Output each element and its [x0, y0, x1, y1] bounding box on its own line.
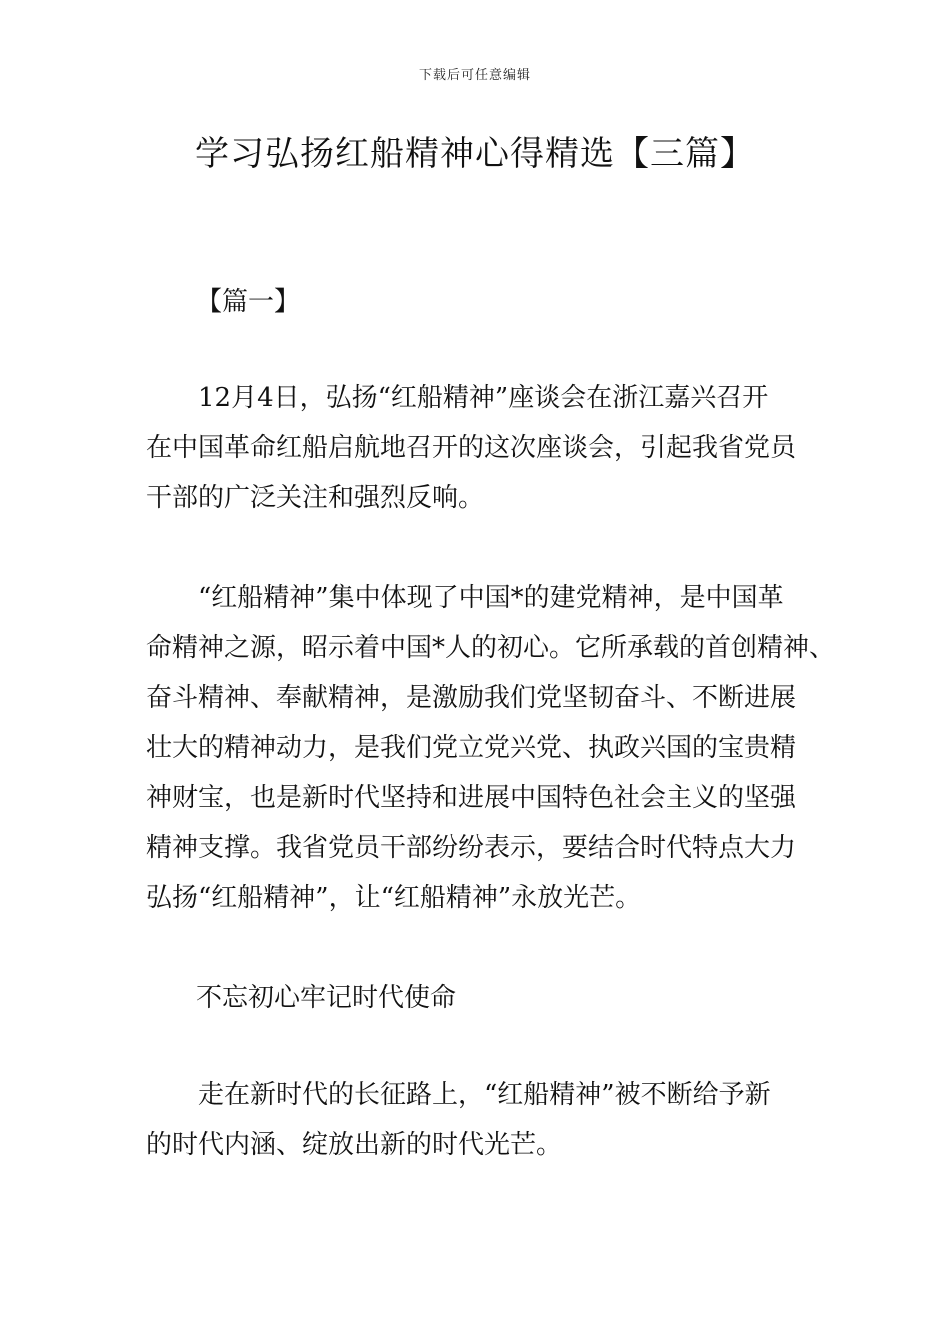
paragraph-1	[146, 373, 826, 523]
paragraph-line: 在中国革命红船启航地召开的这次座谈会，引起我省党员	[146, 433, 797, 463]
paragraph-3	[146, 1070, 826, 1170]
paragraph-line: 精神支撑。我省党员干部纷纷表示，要结合时代特点大力	[146, 833, 797, 863]
paragraph-line: 弘扬“红船精神”，让“红船精神”永放光芒。	[146, 883, 642, 913]
paragraph-line: 壮大的精神动力，是我们党立党兴党、执政兴国的宝贵精	[146, 733, 797, 763]
header-note: 下载后可任意编辑	[418, 68, 531, 83]
document-title: 学习弘扬红船精神心得精选【三篇】	[195, 134, 755, 174]
section-subheading: 不忘初心牢记时代使命	[196, 983, 457, 1013]
paragraph-2	[146, 573, 836, 923]
paragraph-line: 的时代内涵、绽放出新的时代光芒。	[146, 1130, 563, 1160]
paragraph-line: 干部的广泛关注和强烈反响。	[146, 483, 485, 513]
paragraph-line: “红船精神”集中体现了中国*的建党精神，是中国革	[146, 583, 784, 613]
paragraph-line: 12月4日，弘扬“红船精神”座谈会在浙江嘉兴召开	[146, 383, 769, 413]
paragraph-line: 命精神之源，昭示着中国*人的初心。它所承载的首创精神、	[146, 633, 836, 663]
paragraph-line: 神财宝，也是新时代坚持和进展中国特色社会主义的坚强	[146, 783, 797, 813]
section-label: 【篇一】	[196, 287, 301, 317]
paragraph-line: 走在新时代的长征路上，“红船精神”被不断给予新	[146, 1080, 771, 1110]
paragraph-line: 奋斗精神、奉献精神，是激励我们党坚韧奋斗、不断进展	[146, 683, 797, 713]
